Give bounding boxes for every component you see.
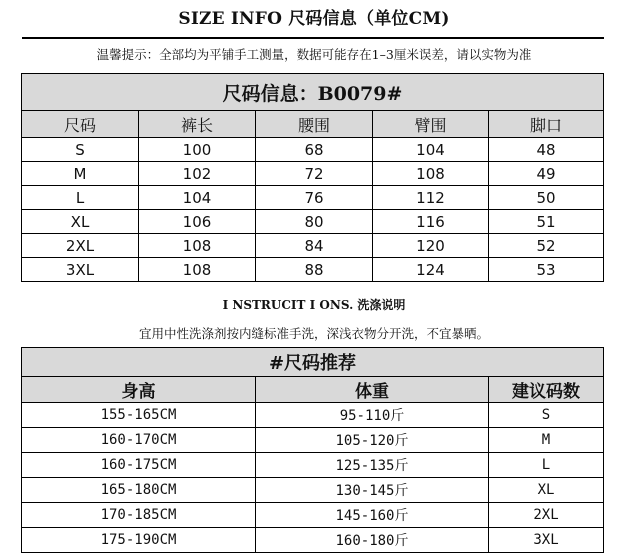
recommend-table-title: #尺码推荐 bbox=[22, 348, 604, 377]
table-row bbox=[22, 528, 604, 553]
size-cell: XL bbox=[22, 210, 139, 234]
height-cell: 160-170CM bbox=[22, 428, 256, 453]
height-cell: 155-165CM bbox=[22, 403, 256, 428]
waist-cell: 72 bbox=[256, 162, 373, 186]
waist-cell: 80 bbox=[256, 210, 373, 234]
height-cell: 160-175CM bbox=[22, 453, 256, 478]
waist-cell: 76 bbox=[256, 186, 373, 210]
arm-cell: 104 bbox=[373, 138, 489, 162]
column-header: 建议码数 bbox=[489, 377, 604, 403]
table-row bbox=[22, 478, 604, 503]
size-cell: M bbox=[489, 428, 604, 453]
size-table-title: 尺码信息：B0079# bbox=[22, 74, 604, 111]
length-cell: 108 bbox=[139, 258, 256, 282]
waist-cell: 88 bbox=[256, 258, 373, 282]
size-cell: L bbox=[22, 186, 139, 210]
table-row bbox=[22, 234, 604, 258]
size-cell: 2XL bbox=[489, 503, 604, 528]
height-cell: 170-185CM bbox=[22, 503, 256, 528]
arm-cell: 112 bbox=[373, 186, 489, 210]
hem-cell: 48 bbox=[489, 138, 604, 162]
size-cell: S bbox=[489, 403, 604, 428]
length-cell: 100 bbox=[139, 138, 256, 162]
column-header: 身高 bbox=[22, 377, 256, 403]
length-cell: 102 bbox=[139, 162, 256, 186]
size-cell: 3XL bbox=[489, 528, 604, 553]
weight-cell: 145-160斤 bbox=[256, 503, 489, 528]
length-cell: 106 bbox=[139, 210, 256, 234]
table-row bbox=[22, 453, 604, 478]
column-header: 脚口 bbox=[489, 111, 604, 138]
hem-cell: 51 bbox=[489, 210, 604, 234]
arm-cell: 108 bbox=[373, 162, 489, 186]
hem-cell: 49 bbox=[489, 162, 604, 186]
column-header: 尺码 bbox=[22, 111, 139, 138]
arm-cell: 116 bbox=[373, 210, 489, 234]
size-cell: 3XL bbox=[22, 258, 139, 282]
care-text: 宜用中性洗涤剂按内缝标准手洗，深浅衣物分开洗，不宜暴晒。 bbox=[138, 326, 489, 341]
table-row bbox=[22, 503, 604, 528]
waist-cell: 84 bbox=[256, 234, 373, 258]
length-cell: 108 bbox=[139, 234, 256, 258]
measurement-note: 温馨提示：全部均为平铺手工测量，数据可能存在1–3厘米误差，请以实物为准 bbox=[96, 47, 532, 62]
height-cell: 175-190CM bbox=[22, 528, 256, 553]
table-row bbox=[22, 403, 604, 428]
column-header: 裤长 bbox=[139, 111, 256, 138]
table-row bbox=[22, 210, 604, 234]
size-cell: L bbox=[489, 453, 604, 478]
column-header: 腰围 bbox=[256, 111, 373, 138]
title-divider bbox=[22, 37, 604, 39]
weight-cell: 160-180斤 bbox=[256, 528, 489, 553]
size-cell: 2XL bbox=[22, 234, 139, 258]
page-title: SIZE INFO 尺码信息（单位CM) bbox=[178, 9, 450, 29]
table-row bbox=[22, 258, 604, 282]
table-row bbox=[22, 186, 604, 210]
size-info-table bbox=[21, 73, 604, 282]
length-cell: 104 bbox=[139, 186, 256, 210]
column-header: 体重 bbox=[256, 377, 489, 403]
weight-cell: 95-110斤 bbox=[256, 403, 489, 428]
waist-cell: 68 bbox=[256, 138, 373, 162]
weight-cell: 105-120斤 bbox=[256, 428, 489, 453]
hem-cell: 53 bbox=[489, 258, 604, 282]
instructions-heading: I NSTRUCIT I ONS. 洗涤说明 bbox=[222, 298, 406, 312]
size-cell: S bbox=[22, 138, 139, 162]
weight-cell: 130-145斤 bbox=[256, 478, 489, 503]
table-row bbox=[22, 138, 604, 162]
size-recommendation-table bbox=[21, 347, 604, 553]
hem-cell: 50 bbox=[489, 186, 604, 210]
table-row bbox=[22, 162, 604, 186]
hem-cell: 52 bbox=[489, 234, 604, 258]
arm-cell: 120 bbox=[373, 234, 489, 258]
weight-cell: 125-135斤 bbox=[256, 453, 489, 478]
table-row bbox=[22, 428, 604, 453]
size-cell: XL bbox=[489, 478, 604, 503]
height-cell: 165-180CM bbox=[22, 478, 256, 503]
arm-cell: 124 bbox=[373, 258, 489, 282]
column-header: 臂围 bbox=[373, 111, 489, 138]
size-cell: M bbox=[22, 162, 139, 186]
